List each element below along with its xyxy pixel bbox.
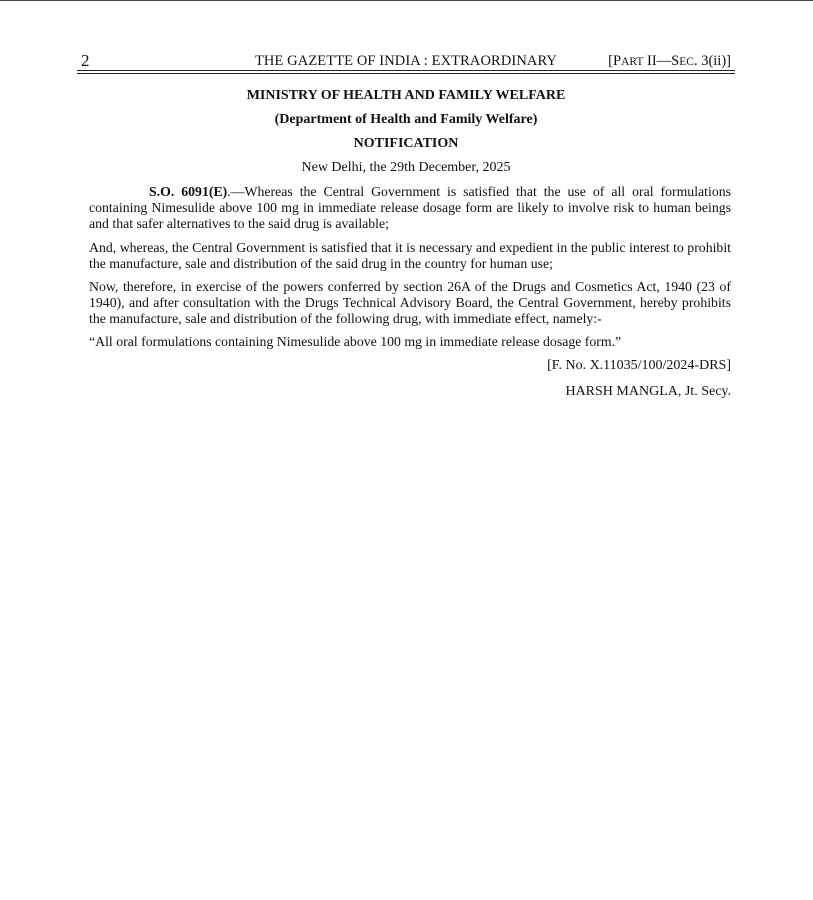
part-mid: II—S bbox=[643, 53, 680, 69]
page-number: 2 bbox=[81, 51, 90, 70]
header-rule-top bbox=[77, 70, 735, 71]
paragraph-1 bbox=[89, 184, 731, 231]
ministry-title: MINISTRY OF HEALTH AND FAMILY WELFARE bbox=[246, 88, 566, 103]
so-number: S.O. 6091(E) bbox=[149, 184, 228, 199]
header-rule-bottom bbox=[77, 73, 735, 74]
place-date: New Delhi, the 29th December, 2025 bbox=[301, 160, 511, 175]
paragraph-1-text: .—Whereas the Central Government is satisfied that the use of all oral formulations containing Nimesulide above 100 mg in immediate release dosage form are likely to involve risk to human beings and that safer alternatives to the said drug is available; bbox=[89, 184, 731, 231]
paragraph-2: And, whereas, the Central Government is satisfied that it is necessary and expedient in the public interest to prohibit the manufacture, sale and distribution of the said drug in the country for human use; bbox=[89, 240, 731, 271]
department-title: (Department of Health and Family Welfare) bbox=[274, 112, 538, 127]
paragraph-3: Now, therefore, in exercise of the powers conferred by section 26A of the Drugs and Cosmetics Act, 1940 (23 of 1940), and after consultation with the Drugs Technical Advisory Board, the Central Government, hereby prohibits the manufacture, sale and distribution of the following drug, with immediate effect, namely:- bbox=[89, 279, 731, 326]
part-open: [P bbox=[608, 53, 622, 69]
file-number: [F. No. X.11035/100/2024-DRS] bbox=[547, 358, 731, 373]
part-smallcaps-1: ART bbox=[621, 56, 644, 68]
part-close: . 3(ii)] bbox=[693, 53, 731, 69]
paragraph-4: “All oral formulations containing Nimesulide above 100 mg in immediate release dosage form.” bbox=[89, 334, 622, 349]
notification-heading: NOTIFICATION bbox=[353, 136, 459, 151]
gazette-title: THE GAZETTE OF INDIA : EXTRAORDINARY bbox=[254, 53, 558, 69]
top-border bbox=[0, 0, 813, 1]
part-section-reference bbox=[608, 53, 731, 70]
signatory: HARSH MANGLA, Jt. Secy. bbox=[565, 384, 731, 399]
part-smallcaps-2: EC bbox=[679, 56, 694, 68]
